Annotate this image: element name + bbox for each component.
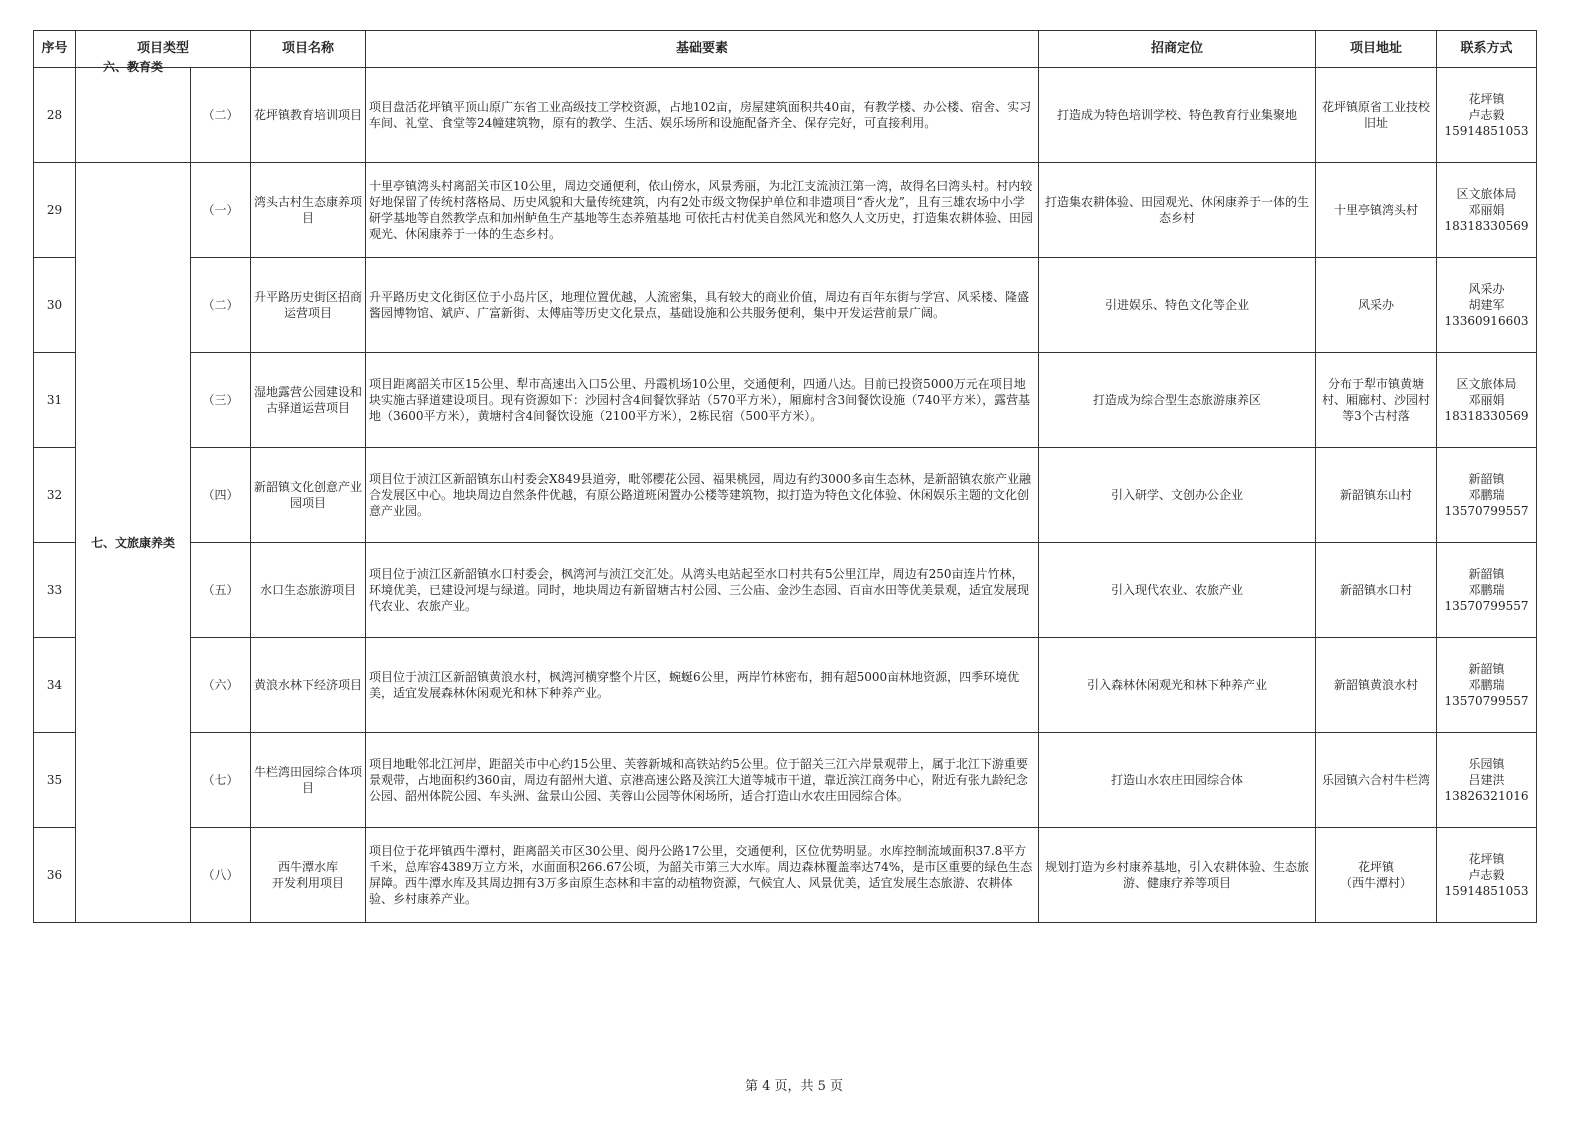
- row-target: 规划打造为乡村康养基地，引入农耕体验、生态旅游、健康疗养等项目: [1039, 828, 1316, 923]
- row-target: 引入现代农业、农旅产业: [1039, 543, 1316, 638]
- table-row: [34, 68, 1537, 163]
- row-target: 引入研学、文创办公企业: [1039, 448, 1316, 543]
- row-project-name: 花坪镇教育培训项目: [251, 68, 366, 163]
- row-contact: 风采办 胡建军 13360916603: [1437, 258, 1537, 353]
- table-row: [34, 543, 1537, 638]
- row-address: 花坪镇原省工业技校旧址: [1316, 68, 1437, 163]
- category-label: 六、教育类: [102, 60, 163, 74]
- table-row: [34, 828, 1537, 923]
- header-name: 项目名称: [251, 31, 366, 68]
- row-index: 35: [34, 733, 76, 828]
- row-index: 33: [34, 543, 76, 638]
- row-index: 31: [34, 353, 76, 448]
- row-contact: 花坪镇 卢志毅 15914851053: [1437, 68, 1537, 163]
- row-address: 新韶镇东山村: [1316, 448, 1437, 543]
- row-target: 打造成为综合型生态旅游康养区: [1039, 353, 1316, 448]
- row-address: 新韶镇黄浪水村: [1316, 638, 1437, 733]
- row-index: 36: [34, 828, 76, 923]
- row-sub-index: （一）: [191, 163, 251, 258]
- header-basis: 基础要素: [366, 31, 1039, 68]
- row-project-name: 西牛潭水库 开发利用项目: [251, 828, 366, 923]
- row-contact: 区文旅体局 邓丽娟 18318330569: [1437, 353, 1537, 448]
- table-row: [34, 638, 1537, 733]
- row-target: 打造山水农庄田园综合体: [1039, 733, 1316, 828]
- row-address: 十里亭镇湾头村: [1316, 163, 1437, 258]
- row-index: 32: [34, 448, 76, 543]
- row-contact: 乐园镇 吕建洪 13826321016: [1437, 733, 1537, 828]
- table-row: [34, 163, 1537, 258]
- row-sub-index: （二）: [191, 258, 251, 353]
- row-contact: 新韶镇 邓鹏瑞 13570799557: [1437, 638, 1537, 733]
- header-target: 招商定位: [1039, 31, 1316, 68]
- row-target: 打造集农耕体验、田园观光、休闲康养于一体的生态乡村: [1039, 163, 1316, 258]
- row-target: 引进娱乐、特色文化等企业: [1039, 258, 1316, 353]
- row-index: 30: [34, 258, 76, 353]
- table-row: [34, 353, 1537, 448]
- row-contact: 新韶镇 邓鹏瑞 13570799557: [1437, 543, 1537, 638]
- row-project-name: 牛栏湾田园综合体项目: [251, 733, 366, 828]
- row-index: 28: [34, 68, 76, 163]
- header-contact: 联系方式: [1437, 31, 1537, 68]
- row-project-name: 湾头古村生态康养项目: [251, 163, 366, 258]
- row-address: 新韶镇水口村: [1316, 543, 1437, 638]
- row-basis: 项目距离韶关市区15公里、犁市高速出入口5公里、丹霞机场10公里，交通便利，四通八达。目前已投资5000万元在项目地块实施古驿道建设项目。现有资源如下：沙园村含4间餐饮驿站（570平方米），厢廊村含3间餐饮设施（740平方米），露营基地（3600平方米），黄塘村含4间餐饮设施（2100平方米），2栋民宿（500平方米）。: [366, 353, 1039, 448]
- row-sub-index: （五）: [191, 543, 251, 638]
- row-sub-index: （四）: [191, 448, 251, 543]
- table-row: [34, 733, 1537, 828]
- row-sub-index: （八）: [191, 828, 251, 923]
- table-row: [34, 258, 1537, 353]
- row-project-name: 水口生态旅游项目: [251, 543, 366, 638]
- table-header-row: [34, 31, 1537, 68]
- header-address: 项目地址: [1316, 31, 1437, 68]
- row-contact: 区文旅体局 邓丽娟 18318330569: [1437, 163, 1537, 258]
- category-education: [76, 60, 191, 163]
- page-footer: 第 4 页，共 5 页: [744, 1079, 844, 1094]
- row-sub-index: （二）: [191, 68, 251, 163]
- row-basis: 项目位于浈江区新韶镇东山村委会X849县道旁，毗邻樱花公园、福果桃园，周边有约3000多亩生态林，是新韶镇农旅产业融合发展区中心。地块周边自然条件优越，有原公路道班闲置办公楼等建筑物，拟打造为特色文化体验、休闲娱乐主题的文化创意产业园。: [366, 448, 1039, 543]
- row-basis: 项目位于花坪镇西牛潭村，距离韶关市区30公里、阅丹公路17公里，交通便利，区位优势明显。水库控制流域面积37.8平方千米，总库容4389万立方米，水面面积266.67公顷，为韶关市第三大水库。周边森林覆盖率达74%，是市区重要的绿色生态屏障。西牛潭水库及其周边拥有3万多亩原生态林和丰富的动植物资源，气候宜人、风景优美，适宜发展生态旅游、农耕体验、乡村康养产业。: [366, 828, 1039, 923]
- row-contact: 新韶镇 邓鹏瑞 13570799557: [1437, 448, 1537, 543]
- row-address: 乐园镇六合村牛栏湾: [1316, 733, 1437, 828]
- row-basis: 升平路历史文化街区位于小岛片区，地理位置优越，人流密集，具有较大的商业价值，周边有百年东街与学宫、风采楼、隆盛酱园博物馆、斌庐、广富新街、太傅庙等历史文化景点，基础设施和公共服务便利，集中开发运营前景广阔。: [366, 258, 1039, 353]
- row-basis: 项目盘活花坪镇平顶山原广东省工业高级技工学校资源，占地102亩，房屋建筑面积共40亩，有教学楼、办公楼、宿舍、实习车间、礼堂、食堂等24幢建筑物，原有的教学、生活、娱乐场所和设施配备齐全、保存完好，可直接利用。: [366, 68, 1039, 163]
- row-basis: 项目位于浈江区新韶镇黄浪水村，枫湾河横穿整个片区，蜿蜒6公里，两岸竹林密布，拥有超5000亩林地资源，四季环境优美，适宜发展森林休闲观光和林下种养产业。: [366, 638, 1039, 733]
- row-sub-index: （六）: [191, 638, 251, 733]
- row-project-name: 升平路历史街区招商运营项目: [251, 258, 366, 353]
- row-index: 29: [34, 163, 76, 258]
- row-target: 打造成为特色培训学校、特色教育行业集聚地: [1039, 68, 1316, 163]
- table-row: [34, 448, 1537, 543]
- row-basis: 十里亭镇湾头村离韶关市区10公里，周边交通便利，依山傍水，风景秀丽，为北江支流浈江第一湾，故得名曰湾头村。村内较好地保留了传统村落格局、历史风貌和大量传统建筑，内有2处市级文物保护单位和非遗项目“香火龙”，且有三雄农场中小学研学基地等自然教学点和加州鲈鱼生产基地等生态养殖基地 可依托古村优美自然风光和悠久人文历史，打造集农耕体验、田园观光、休闲康养于一体的生态乡村。: [366, 163, 1039, 258]
- row-project-name: 黄浪水林下经济项目: [251, 638, 366, 733]
- row-address: 风采办: [1316, 258, 1437, 353]
- row-address: 分布于犁市镇黄塘村、厢廊村、沙园村等3个古村落: [1316, 353, 1437, 448]
- row-basis: 项目位于浈江区新韶镇水口村委会，枫湾河与浈江交汇处。从湾头电站起至水口村共有5公里江岸，周边有250亩连片竹林，环境优美，已建设河堤与绿道。同时，地块周边有新留塘古村公园、三公庙、金沙生态园、百亩水田等优美景观，适宜发展现代农业、农旅产业。: [366, 543, 1039, 638]
- row-target: 引入森林休闲观光和林下种养产业: [1039, 638, 1316, 733]
- header-index: 序号: [34, 31, 76, 68]
- row-contact: 花坪镇 卢志毅 15914851053: [1437, 828, 1537, 923]
- row-address: 花坪镇 （西牛潭村）: [1316, 828, 1437, 923]
- row-sub-index: （七）: [191, 733, 251, 828]
- project-table: [33, 30, 1537, 923]
- row-project-name: 新韶镇文化创意产业园项目: [251, 448, 366, 543]
- row-sub-index: （三）: [191, 353, 251, 448]
- row-basis: 项目地毗邻北江河岸，距韶关市中心约15公里、芙蓉新城和高铁站约5公里。位于韶关三江六岸景观带上，属于北江下游重要景观带，占地面积约360亩，周边有韶州大道、京港高速公路及滨江大道等城市干道，靠近滨江商务中心，附近有张九龄纪念公园、韶州体院公园、车头洲、盆景山公园、芙蓉山公园等休闲场所，适合打造山水农庄田园综合体。: [366, 733, 1039, 828]
- category-culture-tourism: 七、文旅康养类: [76, 163, 191, 923]
- header-type: 项目类型: [76, 31, 251, 68]
- row-project-name: 湿地露营公园建设和古驿道运营项目: [251, 353, 366, 448]
- row-index: 34: [34, 638, 76, 733]
